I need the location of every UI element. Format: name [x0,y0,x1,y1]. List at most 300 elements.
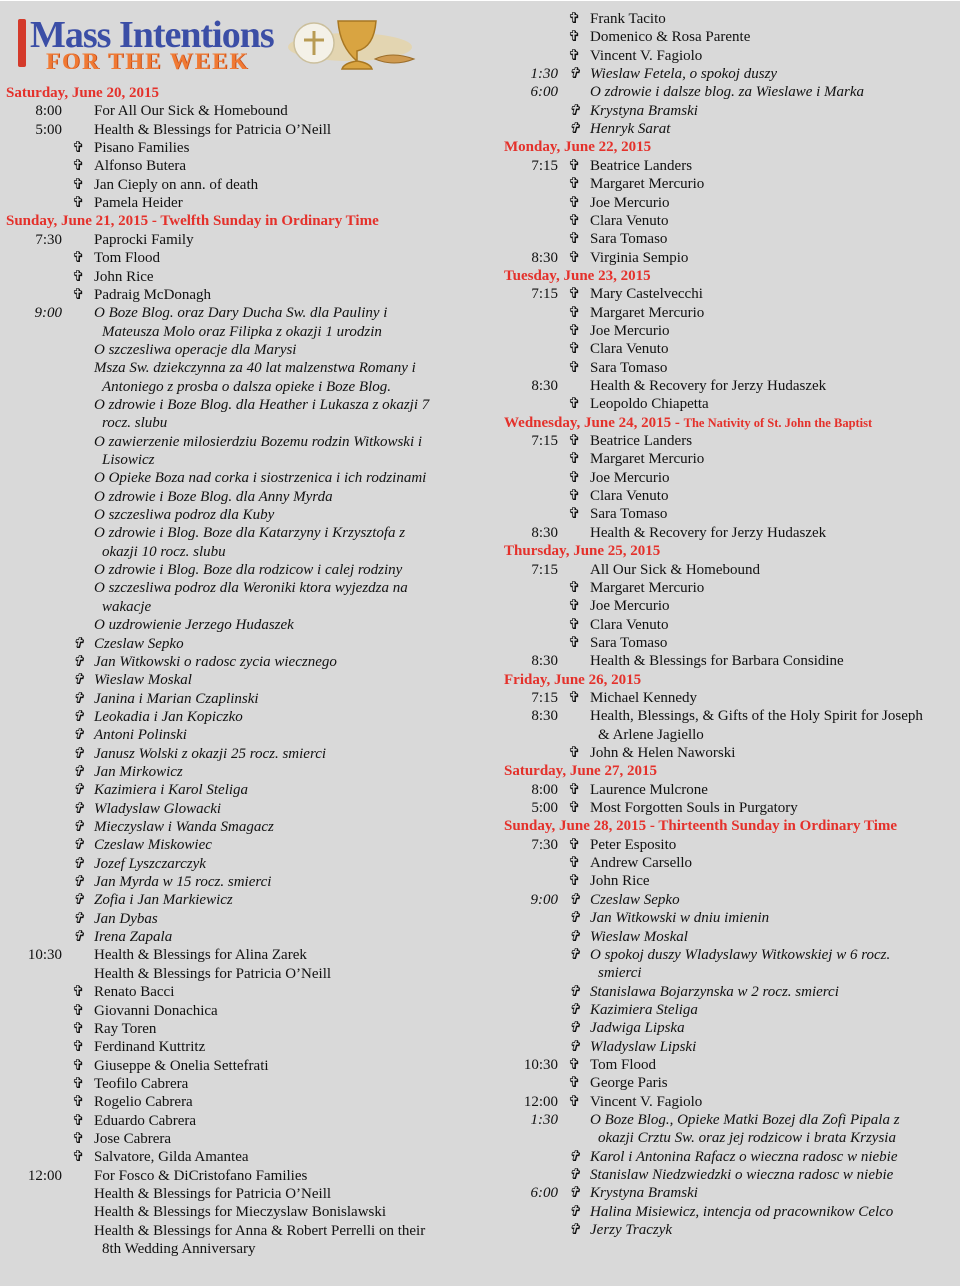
intention-text: Teofilo Cabrera [94,1075,189,1092]
intention-row [0,469,495,487]
intention-text: For All Our Sick & Homebound [94,103,288,120]
mass-time: 7:30 [531,836,558,853]
intention-row [0,1222,495,1240]
intention-text: Zofia i Jan Markiewicz [94,892,233,909]
cross-icon: ✞ [568,194,581,211]
intention-text: Irena Zapala [94,929,173,946]
intention-text: Health & Blessings for Alina Zarek [94,947,307,964]
cross-icon: ✞ [568,855,581,872]
intention-row [500,909,960,927]
intention-row [500,194,960,212]
intention-text: Jan Witkowski w dniu imienin [590,910,770,927]
cross-icon: ✞ [72,1057,85,1074]
header-logo [10,7,480,77]
day-heading [500,817,960,835]
intention-row [0,304,495,322]
mass-time: 12:00 [523,1093,558,1110]
cross-icon: ✞ [568,66,581,83]
intention-text: Halina Misiewicz, intencja od pracownikow Celco [590,1203,894,1220]
intention-text: Margaret Mercurio [590,176,705,193]
intention-text: Tom Flood [94,250,161,267]
mass-time: 7:15 [531,157,558,174]
intention-row [500,10,960,28]
intention-text: O Opieke Boza nad corka i siostrzenica i ich rodzinami [94,470,427,487]
intention-row [0,1038,495,1056]
intention-text: Health & Blessings for Patricia O’Neill [94,1186,332,1202]
intention-row [0,194,495,212]
cross-icon: ✞ [72,690,85,707]
intention-row [500,1074,960,1092]
cross-icon: ✞ [72,984,85,1001]
cross-icon: ✞ [72,1149,85,1166]
intention-text: Sara Tomaso [590,634,668,651]
intention-text: Health, Blessings, & Gifts of the Holy Spirit for Joseph [590,708,923,725]
cross-icon: ✞ [568,1167,581,1184]
intention-row [0,726,495,744]
intention-row [500,285,960,303]
intention-text: Jan Dybas [94,910,158,927]
day-heading [0,84,495,102]
intention-text: Jozef Lyszczarczyk [94,855,206,872]
intention-text: Kazimiera Steliga [590,1001,698,1018]
cross-icon: ✞ [568,231,581,248]
mass-time: 8:30 [531,378,558,394]
intention-row [500,872,960,890]
intention-text: Sara Tomaso [590,231,668,248]
intention-row [500,652,960,670]
intention-row [0,378,495,396]
cross-icon: ✞ [568,800,581,817]
cross-icon: ✞ [72,1112,85,1129]
mass-time: 5:00 [531,800,558,817]
intention-text: Michael Kennedy [590,689,698,706]
day-heading-text: Sunday, June 21, 2015 - Twelfth Sunday in Ordinary Time [6,213,379,230]
logo-accent-bar [18,19,26,67]
intention-text: Domenico & Rosa Parente [590,29,751,46]
intention-text: Mieczyslaw i Wanda Smagacz [94,819,274,835]
intention-row [500,450,960,468]
cross-icon: ✞ [72,745,85,762]
intention-row [0,781,495,799]
intention-row [500,432,960,450]
intention-text: Kazimiera i Karol Steliga [94,782,249,799]
intention-text: Health & Blessings for Patricia O’Neill [94,965,332,982]
intention-row [500,689,960,707]
cross-icon: ✞ [568,1038,581,1055]
intention-text: wakacje [102,598,152,615]
intention-text: Renato Bacci [94,984,175,1001]
intention-text: Jadwiga Lipska [590,1020,685,1037]
intention-text: Joe Mercurio [590,322,670,339]
intention-text: Pamela Heider [94,195,183,212]
intention-row [0,121,495,139]
intention-text: Lisowicz [102,452,155,468]
intention-row [0,1185,495,1203]
intention-row [500,634,960,652]
intention-text: Antoniego z prosba o dalsza opieke i Boze Blog. [102,378,391,395]
intention-text: Jan Witkowski o radosc zycia wiecznego [94,653,337,670]
cross-icon: ✞ [72,176,85,193]
cross-icon: ✞ [568,579,581,596]
intention-row [0,928,495,946]
intention-text: Health & Blessings for Patricia O’Neill [94,121,332,138]
intention-text: Peter Esposito [590,836,677,853]
intention-row [500,891,960,909]
intention-text: Vincent V. Fagiolo [590,47,703,64]
cross-icon: ✞ [568,928,581,945]
intention-row [0,891,495,909]
intention-row [500,1166,960,1184]
intention-row [500,83,960,101]
intention-text: Jerzy Traczyk [590,1222,673,1239]
cross-icon: ✞ [72,250,85,267]
mass-time: 8:30 [531,708,558,725]
cross-icon: ✞ [72,929,85,946]
intention-row [500,395,960,413]
intention-text: Karol i Antonina Rafacz o wieczna radosc w niebie [590,1148,898,1165]
mass-time: 8:00 [531,781,558,798]
cross-icon: ✞ [568,286,581,303]
intention-text: Wieslaw Fetela, o spokoj duszy [590,66,778,83]
intention-row [0,745,495,763]
intention-row [0,323,495,341]
mass-time: 7:15 [531,433,558,450]
intention-text: Joe Mercurio [590,598,670,615]
logo-title: Mass Intentions [30,14,274,56]
intention-text: Alfonso Butera [94,158,187,175]
intention-row [0,818,495,836]
cross-icon: ✞ [568,469,581,486]
intention-text: Laurence Mulcrone [590,781,708,798]
intention-row [500,946,960,964]
day-heading [0,212,495,230]
intention-row [500,65,960,83]
cross-icon: ✞ [72,800,85,817]
day-heading-text: Saturday, June 27, 2015 [504,763,657,780]
cross-icon: ✞ [568,1185,581,1202]
cross-icon: ✞ [72,855,85,872]
cross-icon: ✞ [72,1130,85,1147]
intention-text: Pisano Families [94,140,190,157]
cross-icon: ✞ [72,910,85,927]
cross-icon: ✞ [568,946,581,963]
mass-time: 1:30 [530,66,558,83]
cross-icon: ✞ [568,29,581,46]
intention-row [0,1167,495,1185]
intention-text: All Our Sick & Homebound [590,561,760,578]
intention-row [0,946,495,964]
cross-icon: ✞ [568,249,581,266]
intention-row [0,1020,495,1038]
day-heading [500,762,960,780]
intention-row [0,176,495,194]
mass-time: 8:30 [531,249,558,266]
intention-text: rocz. slubu [102,415,168,432]
intention-text: Czeslaw Sepko [590,891,680,908]
intention-row [500,230,960,248]
intention-text: O zdrowie i dalsze blog. za Wieslawe i Marka [590,84,865,101]
intention-text: Health & Blessings for Barbara Considine [590,653,844,670]
cross-icon: ✞ [72,672,85,689]
intention-row [0,653,495,671]
cross-icon: ✞ [568,598,581,615]
intention-text: Rogelio Cabrera [94,1094,193,1111]
intention-row [500,102,960,120]
intention-row [500,249,960,267]
intention-text: Jose Cabrera [94,1130,172,1147]
day-heading [500,671,960,689]
intention-text: John Rice [94,268,154,285]
intention-row [0,561,495,579]
intention-text: O zdrowie i Boze Blog. dla Heather i Lukasza z okazji 7 [94,396,430,413]
intention-row [500,469,960,487]
intention-row [500,1056,960,1074]
intention-text: Eduardo Cabrera [94,1112,197,1129]
mass-time: 5:00 [35,121,62,138]
intention-text: Leokadia i Jan Kopiczko [94,708,243,725]
intention-text: Henryk Sarat [590,121,671,138]
intention-text: Krystyna Bramski [590,102,698,119]
intention-row [0,1002,495,1020]
intention-row [0,690,495,708]
intention-row [500,1093,960,1111]
cross-icon: ✞ [568,506,581,523]
intention-text: Clara Venuto [590,212,669,229]
cross-icon: ✞ [568,304,581,321]
cross-icon: ✞ [568,433,581,450]
intention-row [0,1148,495,1166]
cross-icon: ✞ [568,451,581,468]
day-heading-text: Saturday, June 20, 2015 [6,85,159,101]
intention-text: Jan Myrda w 15 rocz. smierci [94,874,272,891]
cross-icon: ✞ [72,782,85,799]
day-heading [500,267,960,285]
cross-icon: ✞ [568,322,581,339]
intention-row [0,286,495,304]
mass-time: 7:15 [531,286,558,303]
intention-row [0,763,495,781]
intention-row [500,1038,960,1056]
intention-text: For Fosco & DiCristofano Families [94,1167,308,1184]
intention-text: Mary Castelvecchi [590,286,703,303]
intention-row [500,120,960,138]
intention-text: Health & Blessings for Mieczyslaw Bonislawski [94,1204,387,1221]
intention-text: Margaret Mercurio [590,304,705,321]
cross-icon: ✞ [568,891,581,908]
intention-text: Stanislaw Niedzwiedzki o wieczna radosc w niebie [590,1167,894,1184]
intention-text: Giuseppe & Onelia Settefrati [94,1057,269,1074]
intention-row [0,396,495,414]
intention-row [500,726,960,744]
intention-row [500,28,960,46]
cross-icon: ✞ [568,836,581,853]
mass-time: 6:00 [530,1185,558,1202]
cross-icon: ✞ [568,745,581,761]
intention-row [0,451,495,469]
intention-text: Wladyslaw Lipski [590,1038,697,1055]
intention-row [0,671,495,689]
intention-row [500,340,960,358]
intention-text: 8th Wedding Anniversary [102,1241,256,1258]
cross-icon: ✞ [72,1094,85,1111]
intention-text: Ferdinand Kuttritz [94,1039,206,1056]
intention-row [500,377,960,395]
day-heading-text: Sunday, June 28, 2015 - Thirteenth Sunday in Ordinary Time [504,818,898,835]
intention-text: smierci [598,965,642,982]
day-heading-text: Friday, June 26, 2015 [504,671,642,688]
intention-row [500,304,960,322]
cross-icon: ✞ [72,727,85,744]
intention-row [500,212,960,230]
intention-text: O zdrowie i Boze Blog. dla Anny Myrda [94,488,333,505]
intention-row [0,1112,495,1130]
intention-row [500,322,960,340]
intention-text: Beatrice Landers [590,433,693,450]
cross-icon: ✞ [568,983,581,1000]
intention-row [500,616,960,634]
intention-text: okazji 10 rocz. slubu [102,543,226,560]
intention-row [0,616,495,634]
intention-text: & Arlene Jagiello [598,726,704,743]
intention-row [0,1203,495,1221]
intention-text: Krystyna Bramski [590,1185,698,1202]
intention-text: O zawierzenie milosierdziu Bozemu rodzin Witkowski i [94,433,423,450]
intention-row [500,524,960,542]
intention-text: Beatrice Landers [590,157,693,174]
mass-time: 7:15 [531,561,558,578]
cross-icon: ✞ [72,653,85,670]
intention-row [500,781,960,799]
intention-text: Janusz Wolski z okazji 25 rocz. smierci [94,745,327,762]
intention-text: Antoni Polinski [94,727,187,744]
mass-time: 7:15 [531,689,558,706]
chalice-and-host-icon [280,7,420,77]
mass-time: 10:30 [27,947,62,964]
intention-row [500,47,960,65]
intention-row [0,506,495,524]
intention-text: Czeslaw Sepko [94,635,184,652]
cross-icon: ✞ [568,1020,581,1037]
cross-icon: ✞ [568,341,581,358]
intention-text: John Rice [590,873,650,890]
cross-icon: ✞ [568,47,581,64]
intention-text: Ray Toren [94,1020,157,1037]
cross-icon: ✞ [72,286,85,303]
intention-text: Janina i Marian Czaplinski [94,690,259,707]
intention-row [0,635,495,653]
intention-row [0,231,495,249]
intention-text: O spokoj duszy Wladyslawy Witkowskiej w 6 rocz. [590,946,891,963]
mass-time: 8:30 [531,653,558,670]
cross-icon: ✞ [72,195,85,212]
intention-row [500,579,960,597]
intention-text: O zdrowie i Blog. Boze dla rodzicow i calej rodziny [94,562,403,579]
cross-icon: ✞ [568,396,581,413]
intention-row [500,1184,960,1202]
intention-row [0,268,495,286]
intention-row [0,433,495,451]
intention-text: Joe Mercurio [590,469,670,486]
intention-row [0,598,495,616]
cross-icon: ✞ [568,616,581,633]
intention-row [500,1129,960,1147]
cross-icon: ✞ [568,11,581,27]
mass-time: 8:30 [531,524,558,541]
intention-row [500,707,960,725]
intention-row [0,1057,495,1075]
intention-row [0,965,495,983]
intention-text: Stanislawa Bojarzynska w 2 rocz. smierci [590,983,839,1000]
mass-time: 9:00 [530,891,558,908]
intention-text: Clara Venuto [590,616,669,633]
intention-row [500,744,960,762]
cross-icon: ✞ [72,1002,85,1019]
cross-icon: ✞ [72,837,85,854]
cross-icon: ✞ [72,892,85,909]
intention-row [0,524,495,542]
intention-row [500,597,960,615]
intention-text: O zdrowie i Blog. Boze dla Katarzyny i Krzysztofa z [94,525,406,542]
intention-row [0,836,495,854]
day-heading-text: Monday, June 22, 2015 [504,139,652,156]
day-heading [500,414,960,432]
intention-row [0,157,495,175]
cross-icon: ✞ [72,708,85,725]
intention-row [500,157,960,175]
mass-time: 6:00 [530,84,558,101]
cross-icon: ✞ [72,819,85,835]
intention-text: Most Forgotten Souls in Purgatory [590,800,798,817]
intention-text: O szczesliwa podroz dla Kuby [94,507,275,524]
intention-row [500,1001,960,1019]
intention-text: O Boze Blog., Opieke Matki Bozej dla Zofi Pipala z [590,1112,900,1128]
intention-text: Mateusza Molo oraz Filipka z okazji 1 urodzin [102,323,382,340]
intention-row [0,800,495,818]
cross-icon: ✞ [72,268,85,285]
intention-row [0,1093,495,1111]
cross-icon: ✞ [568,1075,581,1092]
intention-text: George Paris [590,1075,668,1092]
cross-icon: ✞ [72,763,85,780]
cross-icon: ✞ [568,1056,581,1073]
intention-row [500,854,960,872]
cross-icon: ✞ [568,689,581,706]
intention-text: Tom Flood [590,1056,657,1073]
intention-row [0,488,495,506]
cross-icon: ✞ [72,1075,85,1092]
intention-text: Jan Mirkowicz [94,763,183,780]
intention-row [0,708,495,726]
cross-icon: ✞ [568,781,581,798]
day-heading [500,138,960,156]
intention-text: Clara Venuto [590,488,669,505]
intention-text: O szczesliwa operacje dla Marysi [94,341,297,358]
cross-icon: ✞ [72,140,85,157]
mass-time: 12:00 [27,1167,62,1184]
cross-icon: ✞ [568,910,581,927]
intention-row [500,1019,960,1037]
intention-text: Health & Blessings for Anna & Robert Perrelli on their [94,1222,426,1239]
cross-icon: ✞ [72,635,85,652]
cross-icon: ✞ [568,176,581,193]
intention-text: Joe Mercurio [590,194,670,211]
intention-row [0,414,495,432]
intention-text: Andrew Carsello [590,855,693,872]
intention-row [500,1148,960,1166]
intention-text: Salvatore, Gilda Amantea [94,1149,249,1166]
intention-row [0,543,495,561]
day-heading-subtitle: The Nativity of St. John the Baptist [683,415,873,430]
